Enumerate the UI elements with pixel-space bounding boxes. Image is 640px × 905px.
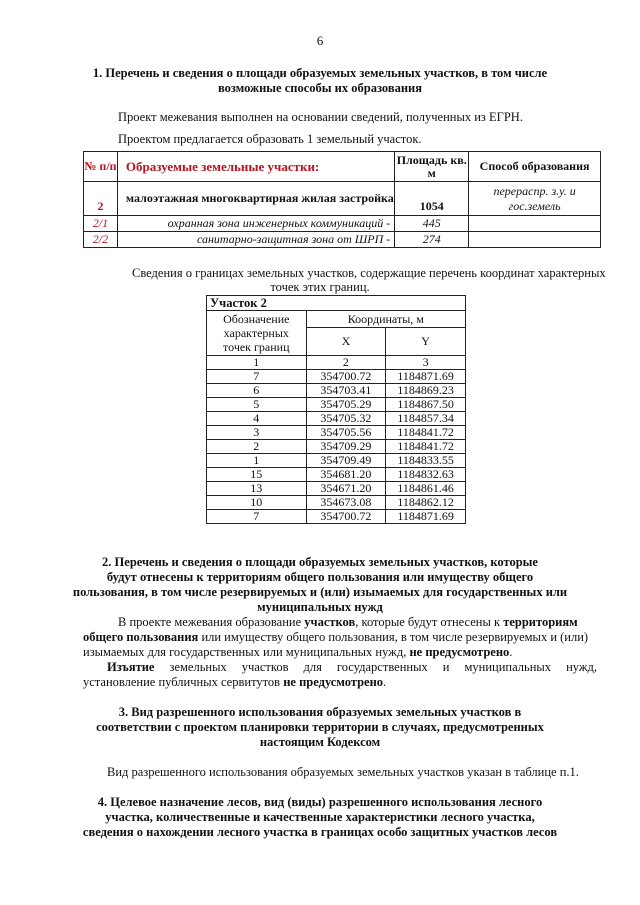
section-1-para1: Проект межевания выполнен на основании сведений, полученных из ЕГРН. [118,110,523,124]
header-coordinates: Координаты, м [306,311,465,328]
column-index: 1 [207,356,307,370]
point-label: 6 [207,384,307,398]
coord-x: 354671.20 [306,482,386,496]
point-label: 3 [207,426,307,440]
row-area: 445 [395,216,469,232]
coord-x: 354703.41 [306,384,386,398]
table-row [207,510,466,524]
coords-intro-line2: точек этих границ. [270,280,370,294]
header-number: № п/п [84,152,118,182]
section-2-para2-line2 [83,675,386,690]
coord-y: 1184871.69 [386,370,466,384]
header-y: Y [386,328,466,356]
point-label: 15 [207,468,307,482]
column-index: 3 [386,356,466,370]
table-row [207,468,466,482]
coord-x: 354700.72 [306,510,386,524]
row-number: 2 [84,182,118,216]
table-row [84,182,601,216]
coords-intro-line1: Сведения о границах земельных участков, содержащие перечень координат характерных [132,266,606,280]
section-2-para1-line1 [118,615,588,630]
table-row [207,426,466,440]
point-label: 1 [207,454,307,468]
coord-x: 354673.08 [306,496,386,510]
table-row [84,216,601,232]
text: не предусмотрено [409,645,510,659]
section-3-title-line3: настоящим Кодексом [259,735,381,749]
section-2-title-line2: будут отнесены к территориям общего пользования или имуществу общего [106,570,534,584]
coord-x: 354705.32 [306,412,386,426]
coord-y: 1184841.72 [386,426,466,440]
row-name: малоэтажная многоквартирная жилая застройка [117,182,394,216]
point-label: 7 [207,370,307,384]
section-4-title-line1: 4. Целевое назначение лесов, вид (виды) разрешенного использования лесного [97,795,543,809]
row-number: 2/2 [84,232,118,248]
coord-x: 354705.56 [306,426,386,440]
coord-x: 354709.29 [306,440,386,454]
coord-x: 354709.49 [306,454,386,468]
point-label: 2 [207,440,307,454]
coord-y: 1184833.55 [386,454,466,468]
column-index: 2 [306,356,386,370]
plot-label: Участок 2 [207,296,466,311]
table-row [84,232,601,248]
coord-y: 1184862.12 [386,496,466,510]
text: земельных участков для государственных и муниципальных нужд, [154,660,597,674]
text: Изъятие [107,660,155,674]
point-label: 7 [207,510,307,524]
section-2-title-line1: 2. Перечень и сведения о площади образуемых земельных участков, которые [102,555,538,569]
coordinates-table [206,295,466,524]
point-label: 4 [207,412,307,426]
table-row [207,412,466,426]
section-2-para1-line3 [83,645,512,660]
coord-x: 354681.20 [306,468,386,482]
section-4-title-line2: участка, количественные и качественные характеристики лесного участка, [105,810,535,824]
table-row [207,454,466,468]
point-label: 5 [207,398,307,412]
plots-table [83,151,601,248]
coord-y: 1184857.34 [386,412,466,426]
table-row [207,398,466,412]
coord-y: 1184832.63 [386,468,466,482]
table-row [207,384,466,398]
coord-x: 354700.72 [306,370,386,384]
row-area: 1054 [395,182,469,216]
text: . [383,675,387,689]
page-number: 6 [316,33,324,48]
table-row [207,370,466,384]
text: общего пользования [83,630,199,644]
text: изымаемых для государственных или муниципальных нужд, [83,645,410,659]
section-2-para1-line2 [83,630,588,645]
row-method: перераспр. з.у. и гос.земель [469,182,601,216]
coord-x: 354705.29 [306,398,386,412]
text: территориям [503,615,578,629]
text: не предусмотрено [283,675,384,689]
text: , которые будут отнесены к [355,615,504,629]
header-x: X [306,328,386,356]
coord-y: 1184867.50 [386,398,466,412]
text: . [509,645,513,659]
section-1-title-line2: возможные способы их образования [217,81,423,95]
section-1-para2: Проектом предлагается образовать 1 земельный участок. [118,132,422,146]
coord-y: 1184871.69 [386,510,466,524]
section-3-para: Вид разрешенного использования образуемых земельных участков указан в таблице п.1. [107,765,579,779]
text: В проекте межевания образование [118,615,305,629]
row-number: 2/1 [84,216,118,232]
header-points: Обозначение характерных точек границ [207,311,307,356]
header-area: Площадь кв. м [396,152,467,180]
text: участков [304,615,356,629]
section-2-title-line4: муниципальных нужд [257,600,383,614]
row-area: 274 [395,232,469,248]
table-row [207,440,466,454]
point-label: 10 [207,496,307,510]
row-method [469,232,601,248]
coord-y: 1184861.46 [386,482,466,496]
section-2-title-line3: пользования, в том числе резервируемых и (или) изымаемых для государственных или [72,585,568,599]
text: установление публичных сервитутов [83,675,284,689]
section-2-para2-line1 [107,660,597,675]
point-label: 13 [207,482,307,496]
row-name: охранная зона инженерных коммуникаций - [117,216,394,232]
table-row [207,482,466,496]
header-method: Способ образования [469,152,601,182]
coord-y: 1184841.72 [386,440,466,454]
section-4-title-line3: сведения о нахождении лесного участка в границах особо защитных участков лесов [82,825,558,839]
coord-y: 1184869.23 [386,384,466,398]
section-1-title-line1: 1. Перечень и сведения о площади образуемых земельных участков, в том числе [92,66,548,80]
row-name: санитарно-защитная зона от ШРП - [117,232,394,248]
row-method [469,216,601,232]
section-3-title-line1: 3. Вид разрешенного использования образуемых земельных участков в [118,705,522,719]
table-row [207,496,466,510]
text: или имуществу общего пользования, в том числе резервируемых и (или) [198,630,589,644]
header-plots: Образуемые земельные участки: [117,152,394,182]
section-3-title-line2: соответствии с проектом планировки территории в случаях, предусмотренных [96,720,544,734]
